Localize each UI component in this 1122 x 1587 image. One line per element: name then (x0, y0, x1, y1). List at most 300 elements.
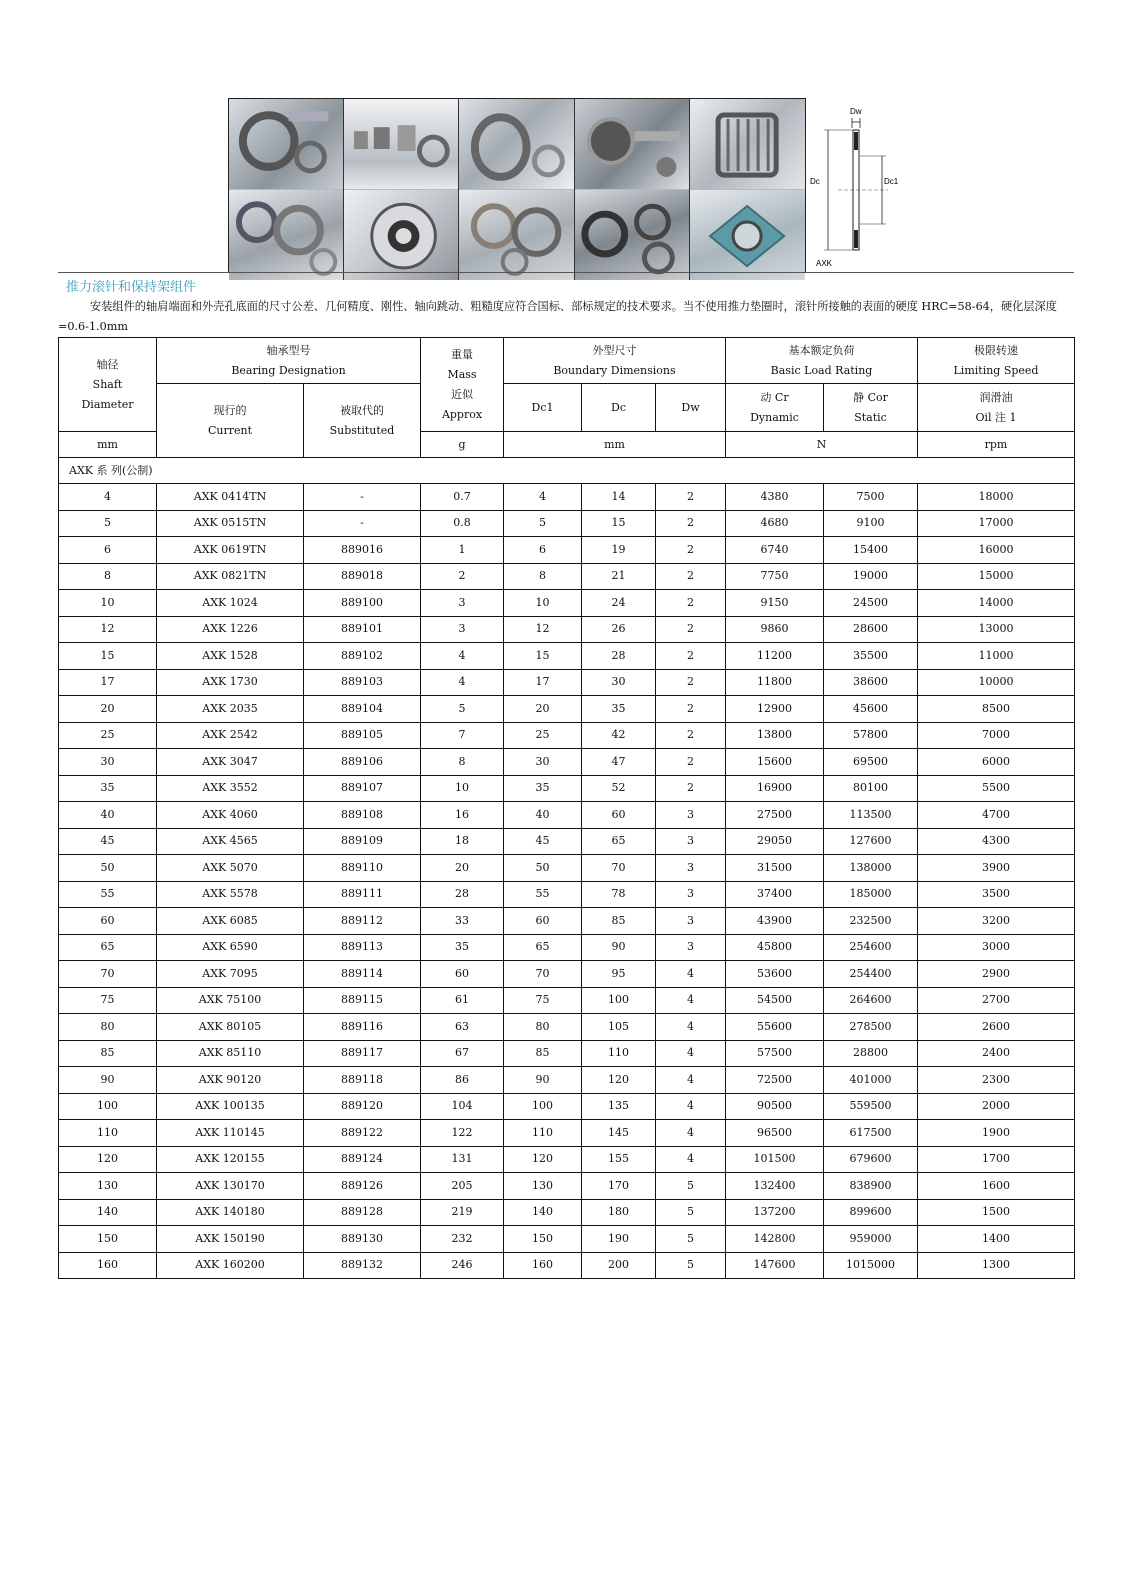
current-cell: AXK 1730 (157, 669, 304, 696)
table-row (59, 828, 1075, 855)
speed-cell: 2700 (918, 987, 1075, 1014)
dc-cell: 24 (582, 590, 656, 617)
speed-cell: 4700 (918, 802, 1075, 829)
dw-cell: 2 (656, 484, 726, 511)
speed-cell: 15000 (918, 563, 1075, 590)
section-title: 推力滚针和保持架组件 (66, 280, 197, 295)
substituted-cell: 889104 (304, 696, 421, 723)
speed-cell: 5500 (918, 775, 1075, 802)
dc-cell: 155 (582, 1146, 656, 1173)
dc-cell: 65 (582, 828, 656, 855)
substituted-cell: 889115 (304, 987, 421, 1014)
substituted-cell: - (304, 484, 421, 511)
static-cell: 57800 (824, 722, 918, 749)
shaft-cell: 100 (59, 1093, 157, 1120)
shaft-cell: 20 (59, 696, 157, 723)
axk-dimension-diagram (808, 100, 908, 272)
dc1-cell: 30 (504, 749, 582, 776)
dc-cell: 15 (582, 510, 656, 537)
dc1-cell: 120 (504, 1146, 582, 1173)
mass-cell: 205 (421, 1173, 504, 1200)
dw-cell: 5 (656, 1173, 726, 1200)
speed-cell: 1900 (918, 1120, 1075, 1147)
table-row (59, 1173, 1075, 1200)
mass-cell: 16 (421, 802, 504, 829)
table-row (59, 749, 1075, 776)
dw-cell: 2 (656, 590, 726, 617)
substituted-cell: - (304, 510, 421, 537)
mass-cell: 219 (421, 1199, 504, 1226)
dc1-cell: 20 (504, 696, 582, 723)
product-photo (690, 99, 805, 280)
dynamic-cell: 16900 (726, 775, 824, 802)
dc-cell: 26 (582, 616, 656, 643)
shaft-header: 轴径 Shaft Diameter (59, 338, 157, 432)
shaft-cell: 75 (59, 987, 157, 1014)
diagram-label-dc: Dc (810, 177, 820, 186)
dw-cell: 3 (656, 881, 726, 908)
dc1-cell: 80 (504, 1014, 582, 1041)
substituted-cell: 889109 (304, 828, 421, 855)
table-row (59, 802, 1075, 829)
mass-cell: 3 (421, 616, 504, 643)
table-row (59, 934, 1075, 961)
dc-cell: 200 (582, 1252, 656, 1279)
dw-cell: 5 (656, 1252, 726, 1279)
shaft-cell: 30 (59, 749, 157, 776)
static-cell: 1015000 (824, 1252, 918, 1279)
dc1-header: Dc1 (504, 384, 582, 432)
table-row (59, 1146, 1075, 1173)
diagram-label-axk: AXK (816, 259, 833, 268)
speed-cell: 1300 (918, 1252, 1075, 1279)
substituted-cell: 889102 (304, 643, 421, 670)
dc-cell: 28 (582, 643, 656, 670)
current-cell: AXK 2542 (157, 722, 304, 749)
dw-cell: 4 (656, 1040, 726, 1067)
mass-cell: 20 (421, 855, 504, 882)
substituted-cell: 889117 (304, 1040, 421, 1067)
speed-cell: 4300 (918, 828, 1075, 855)
shaft-cell: 6 (59, 537, 157, 564)
static-cell: 559500 (824, 1093, 918, 1120)
speed-cell: 11000 (918, 643, 1075, 670)
speed-cell: 2300 (918, 1067, 1075, 1094)
dc-cell: 135 (582, 1093, 656, 1120)
speed-cell: 1700 (918, 1146, 1075, 1173)
mass-cell: 0.8 (421, 510, 504, 537)
dc-cell: 14 (582, 484, 656, 511)
table-row (59, 1014, 1075, 1041)
static-cell: 45600 (824, 696, 918, 723)
static-cell: 113500 (824, 802, 918, 829)
speed-cell: 3900 (918, 855, 1075, 882)
mass-cell: 86 (421, 1067, 504, 1094)
dc1-cell: 100 (504, 1093, 582, 1120)
table-row (59, 1040, 1075, 1067)
static-cell: 35500 (824, 643, 918, 670)
substituted-cell: 889116 (304, 1014, 421, 1041)
dc1-cell: 70 (504, 961, 582, 988)
dw-cell: 2 (656, 510, 726, 537)
dw-cell: 3 (656, 828, 726, 855)
current-cell: AXK 0515TN (157, 510, 304, 537)
static-cell: 617500 (824, 1120, 918, 1147)
table-row (59, 696, 1075, 723)
dc1-cell: 140 (504, 1199, 582, 1226)
dw-cell: 3 (656, 908, 726, 935)
speed-unit: rpm (918, 432, 1075, 458)
substituted-cell: 889101 (304, 616, 421, 643)
diagram-label-dc1: Dc1 (884, 177, 899, 186)
dynamic-cell: 4680 (726, 510, 824, 537)
speed-cell: 17000 (918, 510, 1075, 537)
shaft-cell: 90 (59, 1067, 157, 1094)
dc1-cell: 160 (504, 1252, 582, 1279)
current-cell: AXK 80105 (157, 1014, 304, 1041)
dw-cell: 5 (656, 1199, 726, 1226)
substituted-cell: 889111 (304, 881, 421, 908)
substituted-cell: 889105 (304, 722, 421, 749)
mass-cell: 122 (421, 1120, 504, 1147)
intro-paragraph: 安装组件的轴肩端面和外壳孔底面的尺寸公差、几何精度、刚性、轴向跳动、粗糙度应符合国标、部标规定的技术要求。当不使用推力垫圈时，滚针所接触的表面的硬度 HRC=58-64，硬化层深度=0.6-1.0mm (58, 300, 1057, 333)
dw-cell: 4 (656, 1120, 726, 1147)
shaft-cell: 12 (59, 616, 157, 643)
substituted-cell: 889122 (304, 1120, 421, 1147)
dc1-cell: 12 (504, 616, 582, 643)
speed-cell: 2900 (918, 961, 1075, 988)
table-row (59, 616, 1075, 643)
dw-cell: 4 (656, 1067, 726, 1094)
table-row (59, 1252, 1075, 1279)
speed-cell: 3500 (918, 881, 1075, 908)
bearing-header: 轴承型号 Bearing Designation (157, 338, 421, 384)
dynamic-cell: 11800 (726, 669, 824, 696)
substituted-cell: 889114 (304, 961, 421, 988)
dynamic-cell: 9860 (726, 616, 824, 643)
current-cell: AXK 120155 (157, 1146, 304, 1173)
table-row (59, 537, 1075, 564)
current-cell: AXK 85110 (157, 1040, 304, 1067)
table-row (59, 669, 1075, 696)
table-row (59, 590, 1075, 617)
product-photo (229, 99, 344, 280)
substituted-cell: 889132 (304, 1252, 421, 1279)
static-cell: 24500 (824, 590, 918, 617)
load-header: 基本额定负荷 Basic Load Rating (726, 338, 918, 384)
static-cell: 127600 (824, 828, 918, 855)
table-row (59, 1120, 1075, 1147)
dc-cell: 52 (582, 775, 656, 802)
speed-cell: 1600 (918, 1173, 1075, 1200)
current-cell: AXK 130170 (157, 1173, 304, 1200)
table-row (59, 881, 1075, 908)
static-cell: 185000 (824, 881, 918, 908)
dc-cell: 70 (582, 855, 656, 882)
dc-cell: 180 (582, 1199, 656, 1226)
shaft-cell: 140 (59, 1199, 157, 1226)
dc-cell: 145 (582, 1120, 656, 1147)
dynamic-cell: 12900 (726, 696, 824, 723)
mass-cell: 60 (421, 961, 504, 988)
speed-cell: 2600 (918, 1014, 1075, 1041)
mass-cell: 3 (421, 590, 504, 617)
mass-cell: 7 (421, 722, 504, 749)
dc1-cell: 5 (504, 510, 582, 537)
speed-cell: 6000 (918, 749, 1075, 776)
shaft-cell: 17 (59, 669, 157, 696)
mass-cell: 18 (421, 828, 504, 855)
current-cell: AXK 0414TN (157, 484, 304, 511)
static-cell: 38600 (824, 669, 918, 696)
dw-cell: 3 (656, 802, 726, 829)
product-photo-strip (228, 98, 806, 272)
shaft-cell: 60 (59, 908, 157, 935)
shaft-cell: 160 (59, 1252, 157, 1279)
static-cell: 264600 (824, 987, 918, 1014)
substituted-cell: 889018 (304, 563, 421, 590)
dynamic-cell: 137200 (726, 1199, 824, 1226)
mass-cell: 232 (421, 1226, 504, 1253)
shaft-cell: 25 (59, 722, 157, 749)
dynamic-cell: 90500 (726, 1093, 824, 1120)
static-cell: 254600 (824, 934, 918, 961)
dw-cell: 2 (656, 616, 726, 643)
dynamic-cell: 132400 (726, 1173, 824, 1200)
table-row (59, 1226, 1075, 1253)
dynamic-cell: 53600 (726, 961, 824, 988)
dynamic-cell: 6740 (726, 537, 824, 564)
current-cell: AXK 3552 (157, 775, 304, 802)
dw-cell: 3 (656, 934, 726, 961)
dc-cell: 120 (582, 1067, 656, 1094)
dynamic-cell: 142800 (726, 1226, 824, 1253)
shaft-cell: 130 (59, 1173, 157, 1200)
static-cell: 401000 (824, 1067, 918, 1094)
load-unit: N (726, 432, 918, 458)
spec-table (58, 337, 1075, 1279)
speed-cell: 16000 (918, 537, 1075, 564)
current-cell: AXK 140180 (157, 1199, 304, 1226)
dc-cell: 30 (582, 669, 656, 696)
shaft-cell: 8 (59, 563, 157, 590)
current-cell: AXK 90120 (157, 1067, 304, 1094)
dynamic-cell: 147600 (726, 1252, 824, 1279)
table-row (59, 563, 1075, 590)
table-row (59, 510, 1075, 537)
shaft-cell: 85 (59, 1040, 157, 1067)
shaft-unit: mm (59, 432, 157, 458)
dc1-cell: 50 (504, 855, 582, 882)
dw-cell: 4 (656, 961, 726, 988)
table-row (59, 643, 1075, 670)
speed-cell: 3000 (918, 934, 1075, 961)
current-cell: AXK 3047 (157, 749, 304, 776)
speed-cell: 2000 (918, 1093, 1075, 1120)
static-cell: 7500 (824, 484, 918, 511)
dw-cell: 4 (656, 1014, 726, 1041)
table-row (59, 722, 1075, 749)
dc1-cell: 10 (504, 590, 582, 617)
static-cell: 69500 (824, 749, 918, 776)
static-cell: 138000 (824, 855, 918, 882)
mass-cell: 1 (421, 537, 504, 564)
dc-header: Dc (582, 384, 656, 432)
table-row (59, 987, 1075, 1014)
dc1-cell: 75 (504, 987, 582, 1014)
dw-cell: 5 (656, 1226, 726, 1253)
dc1-cell: 4 (504, 484, 582, 511)
shaft-cell: 4 (59, 484, 157, 511)
substituted-cell: 889106 (304, 749, 421, 776)
series-label: AXK 系 列(公制) (59, 458, 1075, 484)
dynamic-cell: 57500 (726, 1040, 824, 1067)
static-cell: 80100 (824, 775, 918, 802)
static-cell: 959000 (824, 1226, 918, 1253)
current-cell: AXK 160200 (157, 1252, 304, 1279)
shaft-cell: 40 (59, 802, 157, 829)
shaft-cell: 70 (59, 961, 157, 988)
speed-header: 极限转速 Limiting Speed (918, 338, 1075, 384)
dc1-cell: 17 (504, 669, 582, 696)
dc1-cell: 130 (504, 1173, 582, 1200)
mass-cell: 35 (421, 934, 504, 961)
mass-cell: 5 (421, 696, 504, 723)
substituted-header: 被取代的 Substituted (304, 384, 421, 458)
current-cell: AXK 100135 (157, 1093, 304, 1120)
dc-cell: 35 (582, 696, 656, 723)
dc1-cell: 35 (504, 775, 582, 802)
dc-cell: 190 (582, 1226, 656, 1253)
dynamic-cell: 31500 (726, 855, 824, 882)
shaft-cell: 80 (59, 1014, 157, 1041)
dw-cell: 4 (656, 1093, 726, 1120)
current-cell: AXK 6085 (157, 908, 304, 935)
table-row (59, 1067, 1075, 1094)
current-cell: AXK 5070 (157, 855, 304, 882)
speed-cell: 14000 (918, 590, 1075, 617)
dw-cell: 2 (656, 749, 726, 776)
mass-cell: 0.7 (421, 484, 504, 511)
dw-cell: 2 (656, 563, 726, 590)
oil-header: 润滑油 Oil 注 1 (918, 384, 1075, 432)
shaft-cell: 150 (59, 1226, 157, 1253)
mass-cell: 131 (421, 1146, 504, 1173)
substituted-cell: 889112 (304, 908, 421, 935)
mass-cell: 28 (421, 881, 504, 908)
dynamic-cell: 45800 (726, 934, 824, 961)
shaft-cell: 110 (59, 1120, 157, 1147)
mass-cell: 63 (421, 1014, 504, 1041)
shaft-cell: 55 (59, 881, 157, 908)
speed-cell: 1500 (918, 1199, 1075, 1226)
substituted-cell: 889128 (304, 1199, 421, 1226)
dynamic-cell: 29050 (726, 828, 824, 855)
speed-cell: 3200 (918, 908, 1075, 935)
dynamic-cell: 15600 (726, 749, 824, 776)
dc1-cell: 40 (504, 802, 582, 829)
substituted-cell: 889100 (304, 590, 421, 617)
boundary-header: 外型尺寸 Boundary Dimensions (504, 338, 726, 384)
dc-cell: 78 (582, 881, 656, 908)
current-cell: AXK 1226 (157, 616, 304, 643)
static-cell: 15400 (824, 537, 918, 564)
dynamic-cell: 43900 (726, 908, 824, 935)
static-cell: 899600 (824, 1199, 918, 1226)
static-cell: 278500 (824, 1014, 918, 1041)
dw-cell: 2 (656, 669, 726, 696)
static-header: 静 Cor Static (824, 384, 918, 432)
dc1-cell: 8 (504, 563, 582, 590)
dc-cell: 60 (582, 802, 656, 829)
static-cell: 19000 (824, 563, 918, 590)
mass-cell: 67 (421, 1040, 504, 1067)
speed-cell: 8500 (918, 696, 1075, 723)
dc-cell: 42 (582, 722, 656, 749)
substituted-cell: 889108 (304, 802, 421, 829)
mass-cell: 8 (421, 749, 504, 776)
mass-cell: 61 (421, 987, 504, 1014)
substituted-cell: 889016 (304, 537, 421, 564)
dc1-cell: 6 (504, 537, 582, 564)
dc-cell: 19 (582, 537, 656, 564)
dc1-cell: 55 (504, 881, 582, 908)
speed-cell: 18000 (918, 484, 1075, 511)
dc-cell: 95 (582, 961, 656, 988)
dynamic-cell: 96500 (726, 1120, 824, 1147)
current-cell: AXK 7095 (157, 961, 304, 988)
dw-cell: 4 (656, 1146, 726, 1173)
dynamic-cell: 4380 (726, 484, 824, 511)
table-row (59, 961, 1075, 988)
shaft-cell: 5 (59, 510, 157, 537)
table-row (59, 1093, 1075, 1120)
current-header: 现行的 Current (157, 384, 304, 458)
speed-cell: 7000 (918, 722, 1075, 749)
product-photo (344, 99, 459, 280)
mass-header: 重量 Mass 近似 Approx (421, 338, 504, 432)
dw-cell: 2 (656, 696, 726, 723)
current-cell: AXK 75100 (157, 987, 304, 1014)
dc-cell: 21 (582, 563, 656, 590)
current-cell: AXK 4060 (157, 802, 304, 829)
mass-cell: 10 (421, 775, 504, 802)
current-cell: AXK 1528 (157, 643, 304, 670)
header-divider (58, 272, 1074, 273)
table-row (59, 775, 1075, 802)
dynamic-cell: 11200 (726, 643, 824, 670)
shaft-cell: 50 (59, 855, 157, 882)
dc-cell: 105 (582, 1014, 656, 1041)
current-cell: AXK 5578 (157, 881, 304, 908)
dc-cell: 170 (582, 1173, 656, 1200)
dc-cell: 47 (582, 749, 656, 776)
dc1-cell: 85 (504, 1040, 582, 1067)
dw-cell: 2 (656, 775, 726, 802)
substituted-cell: 889107 (304, 775, 421, 802)
substituted-cell: 889113 (304, 934, 421, 961)
static-cell: 9100 (824, 510, 918, 537)
static-cell: 679600 (824, 1146, 918, 1173)
dynamic-cell: 27500 (726, 802, 824, 829)
dc1-cell: 15 (504, 643, 582, 670)
mass-cell: 246 (421, 1252, 504, 1279)
shaft-cell: 15 (59, 643, 157, 670)
current-cell: AXK 0821TN (157, 563, 304, 590)
dc1-cell: 60 (504, 908, 582, 935)
mass-cell: 2 (421, 563, 504, 590)
table-row (59, 1199, 1075, 1226)
